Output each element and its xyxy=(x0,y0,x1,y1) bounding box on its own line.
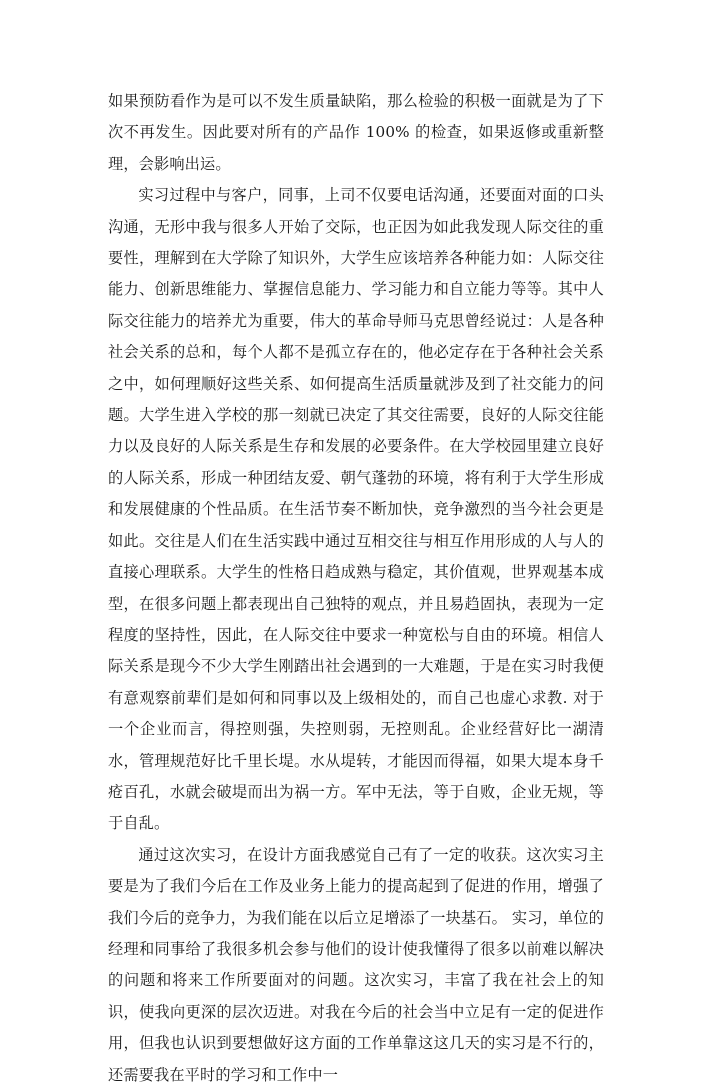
document-page xyxy=(108,86,604,1091)
paragraph-internship-gains: 通过这次实习，在设计方面我感觉自己有了一定的收获。这次实习主要是为了我们今后在工作及业务上能力的提高起到了促进的作用，增强了我们今后的竞争力，为我们能在以后立足增添了一块基石。 实习，单位的经理和同事给了我很多机会参与他们的设计使我懂得了很多以前难以解决的问题和将来工作所要面对的问题。这次实习，丰富了我在社会上的知识，使我向更深的层次迈进。对我在今后的社会当中立足有一定的促进作用，但我也认识到要想做好这方面的工作单靠这这几天的实习是不行的，还需要我在平时的学习和工作中一 xyxy=(108,845,604,1084)
paragraph-interpersonal-skills: 实习过程中与客户，同事，上司不仅要电话沟通，还要面对面的口头沟通，无形中我与很多人开始了交际，也正因为如此我发现人际交往的重要性，理解到在大学除了知识外，大学生应该培养各种能力如：人际交往能力、创新思维能力、掌握信息能力、学习能力和自立能力等等。其中人际交往能力的培养尤为重要，伟大的革命导师马克思曾经说过：人是各种社会关系的总和，每个人都不是孤立存在的，他必定存在于各种社会关系之中，如何理顺好这些关系、如何提高生活质量就涉及到了社交能力的问题。大学生进入学校的那一刻就已决定了其交往需要，良好的人际交往能力以及良好的人际关系是生存和发展的必要条件。在大学校园里建立良好的人际关系，形成一种团结友爱、朝气蓬勃的环境，将有利于大学生形成和发展健康的个性品质。在生活节奏不断加快，竞争激烈的当今社会更是如此。交往是人们在生活实践中通过互相交往与相互作用形成的人与人的直接心理联系。大学生的性格日趋成熟与稳定，其价值观，世界观基本成型，在很多问题上都表现出自己独特的观点，并且易趋固执，表现为一定程度的坚持性，因此，在人际交往中要求一种宽松与自由的环境。相信人际关系是现今不少大学生刚踏出社会遇到的一大难题，于是在实习时我便有意观察前辈们是如何和同事以及上级相处的，而自己也虚心求教. 对于一个企业而言，得控则强，失控则弱，无控则乱。企业经营好比一湖清水，管理规范好比千里长堤。水从堤转，才能因而得福，如果大堤本身千疮百孔，水就会破堤而出为祸一方。军中无法，等于自败，企业无规，等于自乱。 xyxy=(108,186,604,833)
paragraph-quality-inspection: 如果预防看作为是可以不发生质量缺陷，那么检验的积极一面就是为了下次不再发生。因此要对所有的产品作 100% 的检查，如果返修或重新整理，会影响出运。 xyxy=(108,92,604,173)
